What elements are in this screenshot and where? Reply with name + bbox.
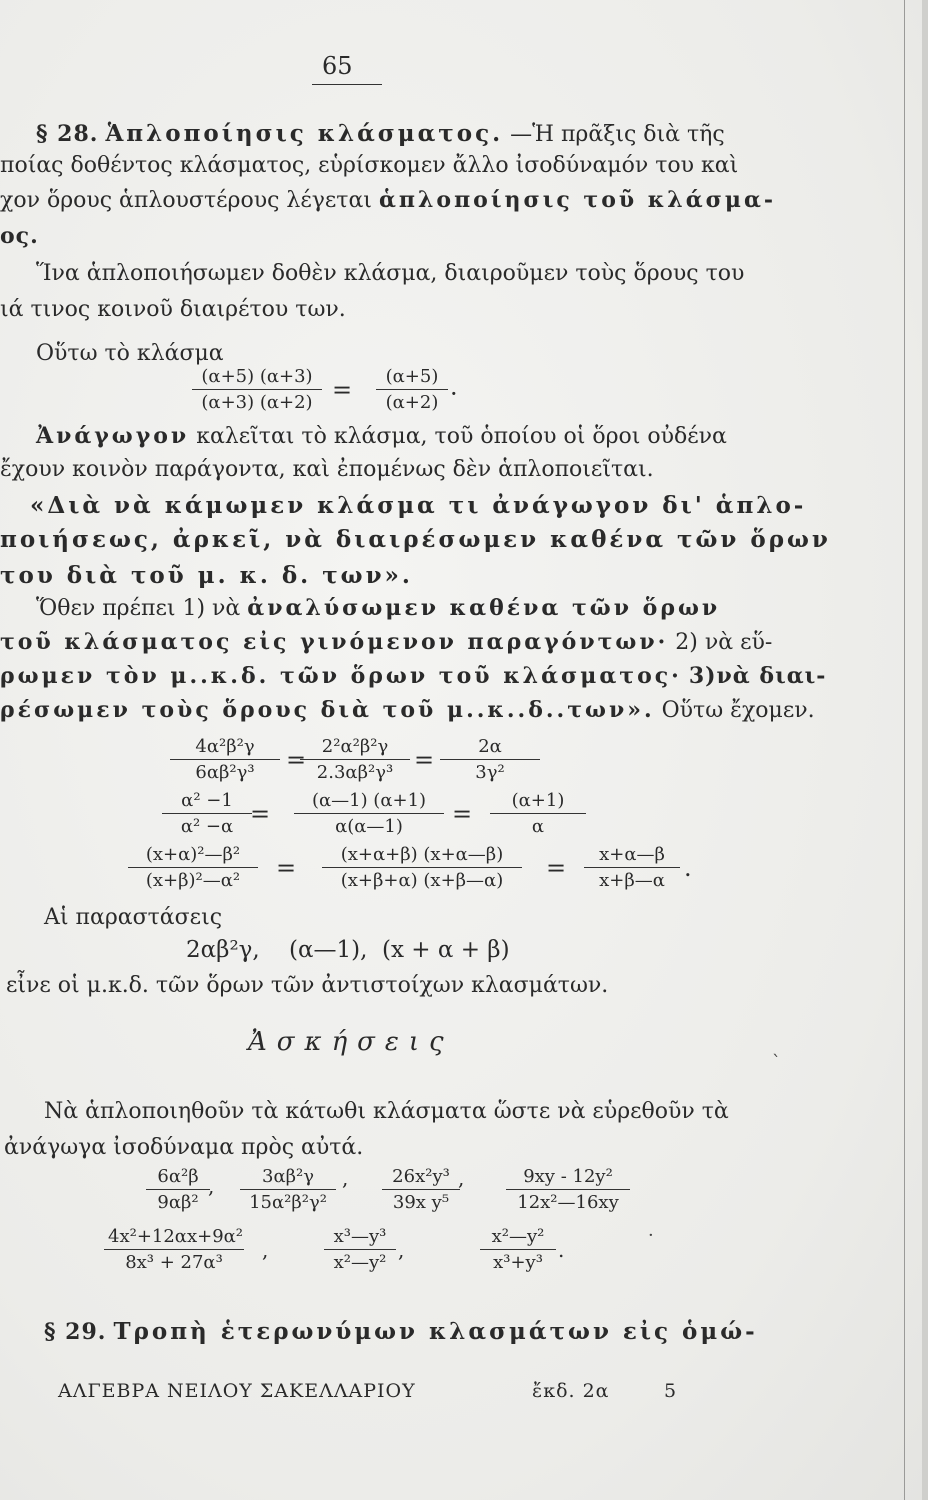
section-29-title: Τροπὴ ἑτερωνύμων κλασμάτων εἰς ὁμώ- (113, 1318, 758, 1345)
period-mark: . (558, 1238, 565, 1262)
page-number-rule (312, 84, 382, 85)
exercises-line-2: ἀνάγωγα ἰσοδύναμα πρὸς αὐτά. (4, 1135, 364, 1160)
section-28-line-0: Ἡ πρᾶξις διὰ τῆς (532, 122, 725, 147)
margin-mark: · (648, 1225, 654, 1246)
example-4-f3: $\frac{x+\alpha—\beta}{x+\beta—\alpha}$ (584, 844, 680, 892)
section-28-title: Ἁπλοποίησις κλάσματος. (105, 120, 504, 147)
expressions-intro: Αἱ παραστάσεις (44, 905, 223, 930)
example-4-f1: $\frac{\text{(x+α)²—β²}}{\text{(x+β)²—α²}}$ (128, 844, 258, 892)
rule-line-4: Ὅθεν πρέπει 1) νὰ ἀναλύσωμεν καθένα τῶν ὅρων (36, 595, 721, 621)
equals-sign: = (452, 800, 473, 828)
exercise-fraction: $\frac{\text{4x²+12αx+9α²}}{\text{8x³ + 27α³}}$ (104, 1226, 244, 1274)
term-simplification: ἁπλοποίησις τοῦ κλάσμα- (378, 187, 777, 213)
example-4-f2: $\frac{(x+\alpha+\beta) (x+\alpha—\beta)}{(x+\beta+\alpha) (x+\beta—\alpha)}$ (322, 844, 522, 892)
footer-sheet-number: 5 (664, 1380, 678, 1402)
comma: , (208, 1174, 215, 1198)
section-29-number: § 29. (44, 1319, 107, 1345)
equals-sign: = (414, 746, 435, 774)
example-2-f3: $\frac{2\alpha}{\text{3γ²}}$ (440, 736, 540, 784)
footer-edition: ἔκδ. 2α (532, 1380, 610, 1402)
rule-line-1: «Διὰ νὰ κάμωμεν κλάσμα τι ἀνάγωγον δι' ἁπλο- (30, 492, 807, 519)
exercise-fraction: $\frac{\text{6α²β}}{\text{9αβ²}}$ (146, 1166, 210, 1214)
equals-sign: = (546, 854, 567, 882)
section-28-dash: — (510, 122, 533, 147)
rule-line-7: ρέσωμεν τοὺς ὅρους διὰ τοῦ μ..κ..δ..των». Οὕτω ἔχομεν. (0, 697, 815, 723)
example-fraction-left: $\frac{(\alpha+5) (\alpha+3)}{(\alpha+3) (\alpha+2)}$ (192, 366, 322, 414)
section-28-line-7: Οὕτω τὸ κλάσμα (36, 341, 224, 366)
example-3-f1: $\frac{\text{α² −1}}{\text{α² −α}}$ (162, 790, 252, 838)
rule-line-3: του διὰ τοῦ μ. κ. δ. των». (0, 562, 413, 589)
page-edge-line (904, 0, 905, 1500)
example-2-f2: $\frac{\text{2²α²β²γ}}{\text{2.3αβ²γ³}}$ (300, 736, 410, 784)
equals-sign: = (286, 746, 307, 774)
example-3-f3: $\frac{(\alpha+1)}{\alpha}$ (490, 790, 586, 838)
term-irreducible: Ἀνάγωγον (36, 423, 190, 449)
section-28-line-6: ιά τινος κοινοῦ διαιρέτου των. (0, 297, 346, 322)
irreducible-line-2: ἔχουν κοινὸν παράγοντα, καὶ ἐπομένως δὲν ἁπλοποιεῖται. (0, 457, 654, 482)
rule-line-5: τοῦ κλάσματος εἰς γινόμενον παραγόντων· 2) νὰ εὕ- (0, 629, 773, 655)
section-28-line-4: ος. (0, 223, 39, 249)
equals-sign: = (276, 854, 297, 882)
expressions-outro: εἶνε οἱ μ.κ.δ. τῶν ὅρων τῶν ἀντιστοίχων κλασμάτων. (6, 973, 609, 998)
comma: , (458, 1166, 465, 1190)
exercise-fraction: $\frac{\text{26x²y³}}{\text{39x y⁵}}$ (382, 1166, 460, 1214)
section-28-heading (36, 120, 725, 149)
irreducible-line-1: Ἀνάγωγον καλεῖται τὸ κλάσμα, τοῦ ὁποίου οἱ ὅροι οὐδένα (36, 423, 727, 449)
exercises-line-1: Νὰ ἁπλοποιηθοῦν τὰ κάτωθι κλάσματα ὥστε νὰ εὑρεθοῦν τὰ (44, 1099, 729, 1124)
footer-book-title: ΑΛΓΕΒΡΑ ΝΕΙΛΟΥ ΣΑΚΕΛΛΑΡΙΟΥ (58, 1380, 416, 1402)
equals-sign: = (250, 800, 271, 828)
comma: , (398, 1238, 405, 1262)
exercise-fraction: $\frac{\text{x³—y³}}{\text{x²—y²}}$ (324, 1226, 396, 1274)
exercise-fraction: $\frac{\text{3αβ²γ}}{\text{15α²β²γ²}}$ (240, 1166, 336, 1214)
period-mark: · (450, 380, 458, 408)
equals-sign: = (332, 376, 353, 404)
section-28-line-2: χον ὅρους ἁπλουστέρους λέγεται ἁπλοποίησις τοῦ κλάσμα- (0, 187, 777, 213)
section-28-line-1: ποίας δοθέντος κλάσματος, εὑρίσκομεν ἄλλο ἰσοδύναμόν του καὶ (0, 153, 739, 178)
comma: , (262, 1238, 269, 1262)
exercise-fraction: $\frac{\text{9xy - 12y²}}{\text{12x²—16xy}}$ (506, 1166, 630, 1214)
example-3-f2: $\frac{(\alpha—1) (\alpha+1)}{\alpha(\alpha—1)}$ (294, 790, 444, 838)
margin-mark: ˋ (772, 1052, 781, 1073)
page-spine-shadow (922, 0, 928, 1500)
page-number: 65 (322, 52, 353, 80)
example-2-f1: $\frac{\text{4α²β²γ}}{\text{6αβ²γ³}}$ (170, 736, 280, 784)
section-29-heading (44, 1318, 758, 1347)
section-28-number: § 28. (36, 121, 99, 147)
exercise-fraction: $\frac{\text{x²—y²}}{\text{x³+y³}}$ (480, 1226, 556, 1274)
rule-line-2: ποιήσεως, ἀρκεῖ, νὰ διαιρέσωμεν καθένα τῶν ὅρων (0, 526, 831, 553)
example-fraction-right: $\frac{(\alpha+5)}{(\alpha+2)}$ (376, 366, 448, 414)
rule-line-6: ρωμεν τὸν μ..κ.δ. τῶν ὅρων τοῦ κλάσματος· 3)νὰ διαι- (0, 663, 827, 689)
expressions-list: 2αβ²γ, (α—1), (x + α + β) (186, 937, 510, 963)
section-28-line-5: Ἵνα ἁπλοποιήσωμεν δοθὲν κλάσμα, διαιροῦμεν τοὺς ὅρους του (36, 261, 745, 286)
period-mark: . (684, 854, 692, 882)
comma: , (342, 1166, 349, 1190)
exercises-heading: Ἀσκήσεις (248, 1027, 454, 1057)
